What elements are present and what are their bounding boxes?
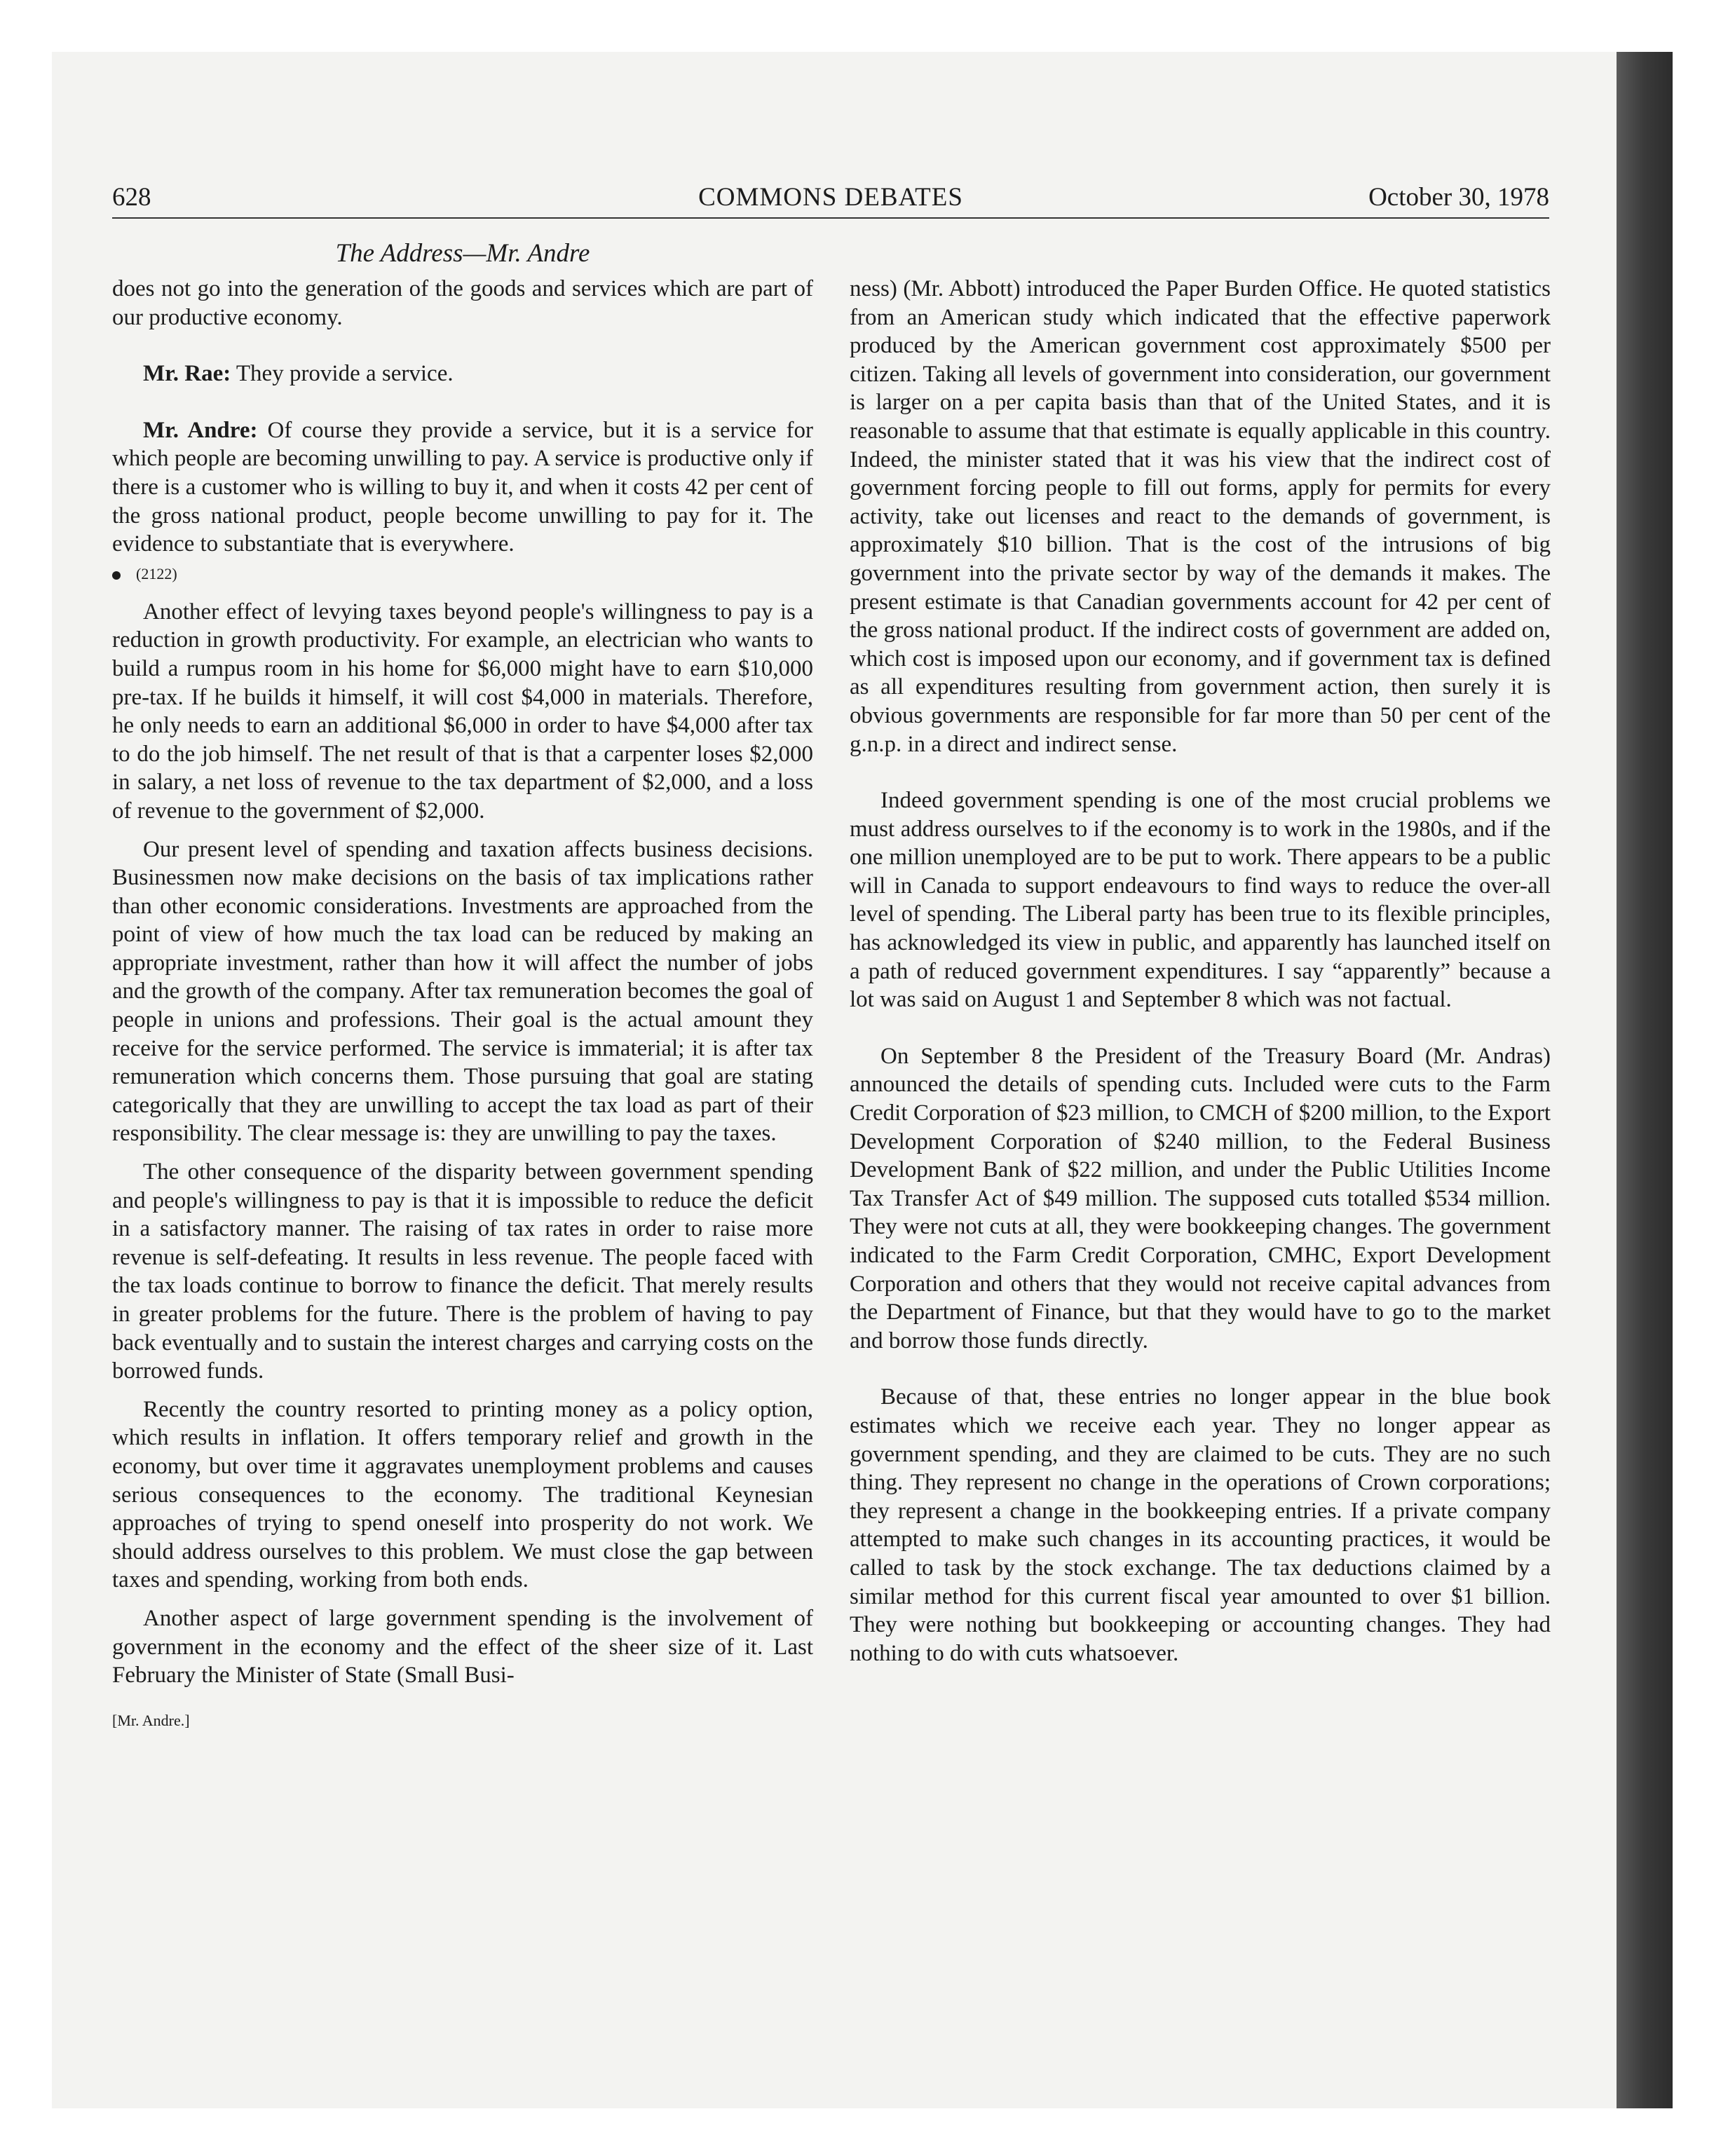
paragraph: On September 8 the President of the Treasury Board (Mr. Andras) announced the details of spending cuts. Included were cuts to the Farm Credit Corporation of $23 million, to CMCH of $200 million, to the Export Development Corporation of $240 million, to the Federal Business Development Bank of $22 million, and under the Public Utilities Income Tax Transfer Act of $49 million. The supposed cuts totalled $534 million. They were not cuts at all, they were bookkeeping changes. The government indicated to the Farm Credit Corporation, CMHC, Export Development Corporation and others that they would not receive capital advances from the Department of Finance, but that they would have to go to the market and borrow those funds directly. (850, 1043, 1551, 1353)
paragraph: Another effect of levying taxes beyond people's willingness to pay is a reduction in growth productivity. For example, an electrician who wants to build a rumpus room in his home for $6,000 might have to earn $10,000 pre-tax. If he builds it himself, it will cost $4,000 in materials. Therefore, he only needs to earn an additional $6,000 in order to have $4,000 after tax to do the job himself. The net result of that is that a carpenter loses $2,000 in salary, a net loss of revenue to the tax department of $2,000, and a loss of revenue to the government of $2,000. (112, 599, 813, 824)
header-rule (112, 217, 1549, 219)
right-column (850, 275, 1551, 1667)
paragraph: Indeed government spending is one of the most crucial problems we must address ourselves to if the economy is to work in the 1980s, and if the one million unemployed are to be put to work. There appears to be a public will in Canada to support endeavours to find ways to reduce the over-all level of spending. The Liberal party has been true to its flexible principles, has acknowledged its view in public, and apparently has launched itself on a path of reduced government expenditures. I say “apparently” because a lot was said on August 1 and September 8 which was not factual. (850, 788, 1551, 1013)
time-marker-text: (2122) (136, 564, 177, 582)
speaker-name: Mr. Andre: (143, 417, 258, 443)
time-marker (112, 560, 813, 588)
running-title: The Address—Mr. Andre (335, 239, 590, 268)
paragraph: Our present level of spending and taxation affects business decisions. Businessmen now make decisions on the basis of tax implications rather than other economic considerations. Investments are approached from the point of view of how much the tax load can be reduced by making an appropriate investment, rather than how it will affect the number of jobs and the growth of the company. After tax remuneration becomes the goal of people in unions and professions. Their goal is the actual amount they receive for the service performed. The service is immaterial; it is after tax remuneration which concerns them. Those pursuing that goal are stating categorically that they are unwilling to accept the tax load as part of their responsibility. The clear message is: they are unwilling to pay the taxes. (112, 836, 813, 1147)
paragraph: Another aspect of large government spending is the involvement of government in the economy and the effect of the sheer size of it. Last February the Minister of State (Small Busi- (112, 1605, 813, 1688)
speaker-attribution: [Mr. Andre.] (112, 1711, 190, 1729)
paragraph: ness) (Mr. Abbott) introduced the Paper Burden Office. He quoted statistics from an American study which indicated that the effective paperwork produced by the American government cost approximately $500 per citizen. Taking all levels of government into consideration, our government is larger on a per capita basis than that of the United States, and it is reasonable to assume that that estimate is equally applicable in this country. Indeed, the minister stated that it was his view that the indirect cost of government forcing people to fill out forms, apply for permits for every activity, take out licenses and react to the demands of government, is approximately $10 billion. That is the cost of the intrusions of big government into the private sector by way of the demands it makes. The present estimate is that Canadian governments account for 42 per cent of the gross national product. If the indirect costs of government are added on, which cost is imposed upon our economy, and if government tax is defined as all expenditures resulting from government action, then surely it is obvious governments are responsible for far more than 50 per cent of the g.n.p. in a direct and indirect sense. (850, 276, 1551, 757)
paragraph: Recently the country resorted to printing money as a policy option, which results in inflation. It offers temporary relief and growth in the economy, but over time it aggravates unemployment problems and causes serious consequences to the economy. The traditional Keynesian approaches of trying to spend oneself into prosperity do not work. We should address ourselves to this problem. We must close the gap between taxes and spending, working from both ends. (112, 1396, 813, 1593)
page-header (112, 181, 1549, 214)
paragraph: The other consequence of the disparity between government spending and people's willingness to pay is that it is impossible to reduce the deficit in a satisfactory manner. The raising of tax rates in order to raise more revenue is self-defeating. It results in less revenue. The people faced with the tax loads continue to borrow to finance the deficit. That merely results in greater problems for the future. There is the problem of having to pay back eventually and to sustain the interest charges and carrying costs on the borrowed funds. (112, 1159, 813, 1384)
speech-text: Of course they provide a service, but it is a service for which people are becoming unwilling to pay. A service is productive only if there is a customer who is willing to buy it, and when it costs 42 per cent of the gross national product, people become unwilling to pay for it. The evidence to substantiate that is everywhere. (112, 417, 813, 557)
paragraph: Because of that, these entries no longer appear in the blue book estimates which we receive each year. They no longer appear as government spending, and they are claimed to be cuts. They are no such thing. They represent no change in the operations of Crown corporations; they represent a change in the bookkeeping entries. If a private company attempted to make such changes in its accounting practices, it would be called to task by the stock exchange. The tax deductions claimed by a similar method for this current fiscal year amounted to over $1 billion. They were nothing but bookkeeping or accounting changes. They had nothing to do with cuts whatsoever. (850, 1384, 1551, 1666)
speech (112, 416, 813, 559)
speech-text: They provide a service. (236, 361, 454, 387)
book-spine-shadow (1617, 52, 1673, 2108)
paragraph: does not go into the generation of the goods and services which are part of our productive economy. (112, 276, 813, 330)
speech (112, 360, 813, 388)
page-number: 628 (112, 183, 151, 212)
bullet-icon (112, 571, 121, 580)
publication-title: COMMONS DEBATES (698, 183, 963, 212)
speaker-name: Mr. Rae: (143, 361, 231, 387)
publication-date: October 30, 1978 (1368, 183, 1549, 212)
left-column (112, 275, 813, 1735)
